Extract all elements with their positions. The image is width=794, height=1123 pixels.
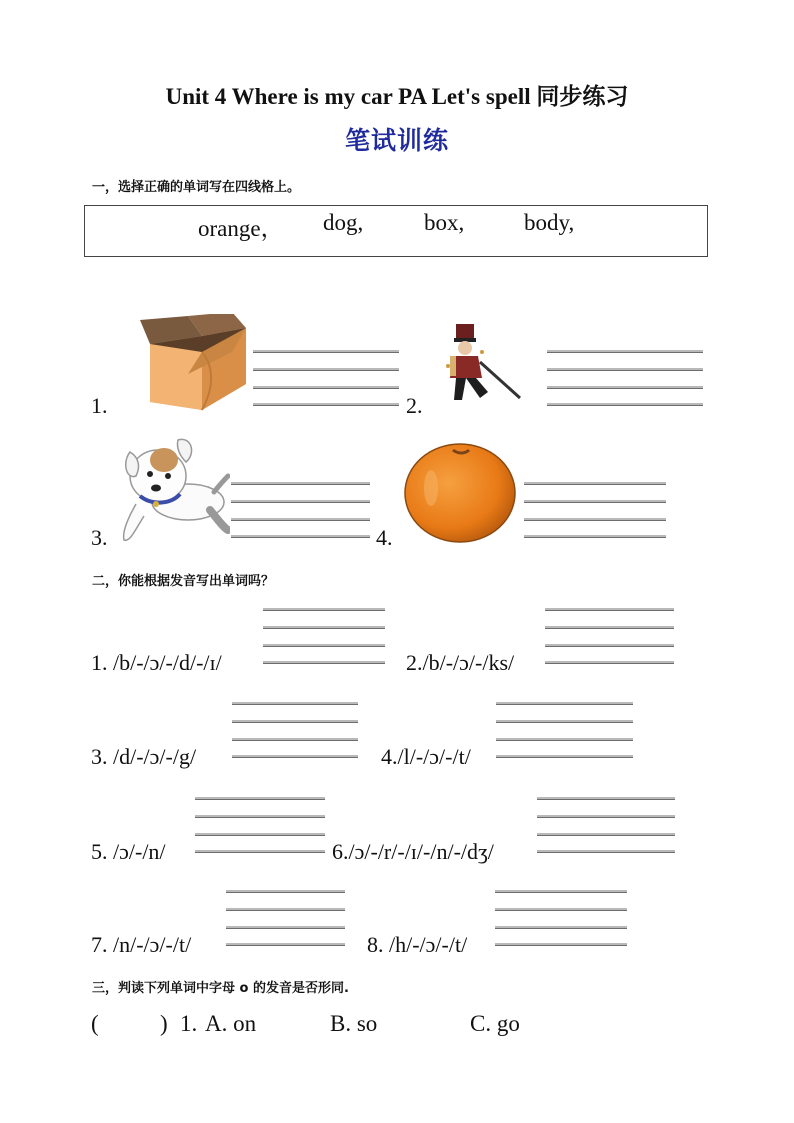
phonetic-item-6: 6./ɔ/-/r/-/ɪ/-/n/-/dʒ/ [332, 839, 494, 864]
phonetic-item-3: 3. /d/-/ɔ/-/g/ [91, 744, 197, 769]
page-subtitle: 笔试训练 [344, 126, 449, 155]
four-line-grid-phonetic-2[interactable] [545, 608, 674, 666]
word-bank-word-4: body, [524, 210, 575, 235]
option-a: A. on [205, 1011, 257, 1036]
phonetic-item-1: 1. /b/-/ɔ/-/d/-/ɪ/ [91, 650, 222, 675]
phonetic-item-2: 2./b/-/ɔ/-/ks/ [406, 650, 515, 675]
four-line-grid-phonetic-4[interactable] [496, 702, 633, 760]
section2-heading: 二，你能根据发音写出单词吗？ [92, 574, 275, 589]
four-line-grid-phonetic-3[interactable] [232, 702, 358, 760]
answer-bracket-open[interactable]: ( [91, 1011, 99, 1036]
orange-image [403, 440, 517, 544]
section3-heading: 三，判读下列单词中字母 o 的发音是否形同. [92, 981, 349, 996]
page-title: Unit 4 Where is my car PA Let's spell 同步练习 [165, 84, 629, 109]
phonetic-item-5: 5. /ɔ/-/n/ [91, 839, 166, 864]
dog-image [118, 432, 230, 546]
phonetic-item-7: 7. /n/-/ɔ/-/t/ [91, 932, 192, 957]
toy-soldier-image [440, 322, 524, 404]
four-line-grid-phonetic-7[interactable] [226, 890, 345, 948]
four-line-grid-item-4[interactable] [524, 482, 666, 540]
four-line-grid-item-3[interactable] [231, 482, 370, 540]
word-bank-word-3: box, [424, 210, 465, 235]
option-c: C. go [470, 1011, 520, 1036]
answer-bracket-close: ) [160, 1011, 168, 1036]
word-bank-word-1: orange， [198, 216, 284, 241]
word-bank-box [84, 205, 708, 257]
phonetic-item-4: 4./l/-/ɔ/-/t/ [381, 744, 471, 769]
question-number-1: 1. [180, 1011, 198, 1036]
four-line-grid-phonetic-5[interactable] [195, 797, 325, 855]
four-line-grid-item-1[interactable] [253, 350, 399, 408]
item-number-2: 2. [406, 393, 423, 418]
four-line-grid-item-2[interactable] [547, 350, 703, 408]
word-bank-word-2: dog, [323, 210, 364, 235]
phonetic-item-8: 8. /h/-/ɔ/-/t/ [367, 932, 468, 957]
item-number-4: 4. [376, 525, 393, 550]
item-number-3: 3. [91, 525, 108, 550]
option-b: B. so [330, 1011, 378, 1036]
four-line-grid-phonetic-6[interactable] [537, 797, 675, 855]
box-image [136, 314, 252, 414]
section1-heading: 一，选择正确的单词写在四线格上。 [92, 180, 301, 195]
four-line-grid-phonetic-1[interactable] [263, 608, 385, 666]
item-number-1: 1. [91, 393, 108, 418]
four-line-grid-phonetic-8[interactable] [495, 890, 627, 948]
